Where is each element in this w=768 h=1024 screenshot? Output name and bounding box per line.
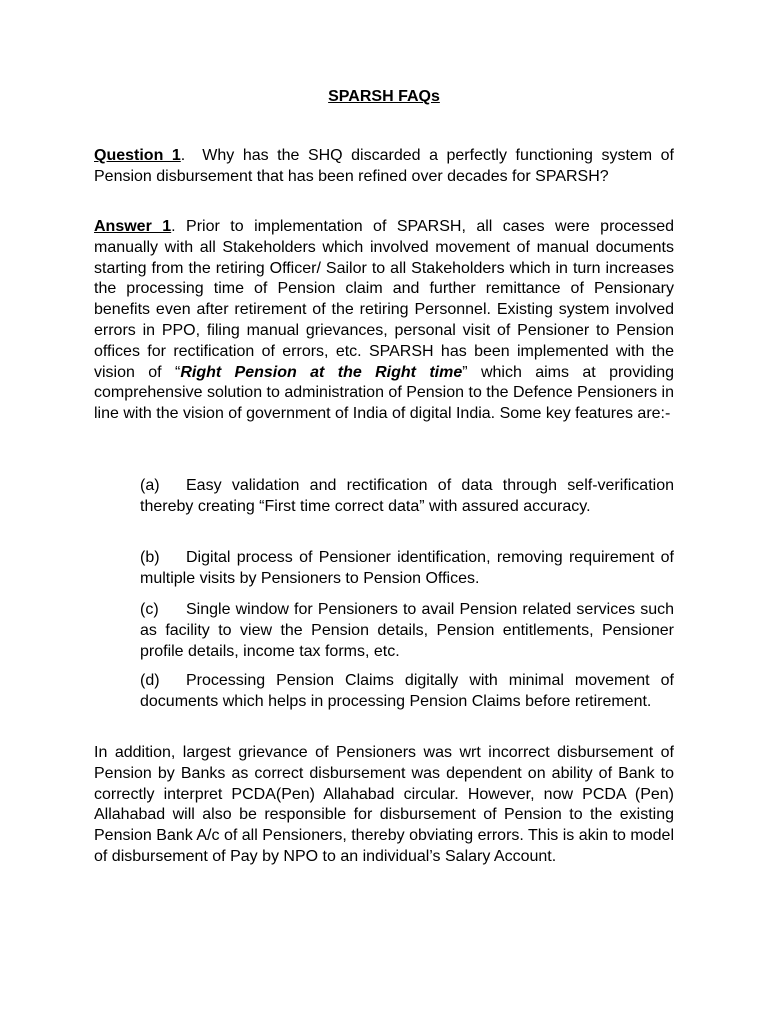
feature-text: Processing Pension Claims digitally with minimal movement of documents which helps in processing Pension Claims before retirement. bbox=[140, 672, 674, 710]
question-label: Question 1 bbox=[94, 147, 181, 164]
feature-item-b bbox=[140, 548, 674, 590]
answer-label: Answer 1 bbox=[94, 218, 172, 235]
feature-marker: (c) bbox=[140, 601, 159, 618]
feature-text: Digital process of Pensioner identification, removing requirement of multiple visits by Pensioners to Pension Offices. bbox=[140, 549, 674, 587]
feature-item-a bbox=[140, 476, 674, 518]
feature-item-d bbox=[140, 671, 674, 713]
document-title: SPARSH FAQs bbox=[328, 88, 440, 105]
feature-marker: (d) bbox=[140, 672, 160, 689]
question-paragraph bbox=[94, 146, 679, 188]
question-text: Why has the SHQ discarded a perfectly functioning system of Pension disbursement that has been refined over decades for SPARSH? bbox=[94, 147, 679, 185]
answer-paragraph bbox=[94, 217, 674, 425]
feature-text: Single window for Pensioners to avail Pension related services such as facility to view the Pension details, Pension entitlements, Pensioner profile details, income tax forms, etc. bbox=[140, 601, 674, 660]
feature-item-c bbox=[140, 600, 674, 662]
answer-emphasis: Right Pension at the Right time bbox=[180, 363, 463, 381]
feature-marker: (a) bbox=[140, 477, 160, 494]
closing-paragraph: In addition, largest grievance of Pensioners was wrt incorrect disbursement of Pension by Banks as correct disbursement was dependent on ability of Bank to correctly interpret PCDA(Pen) Allahabad circular. However, now PCDA (Pen) Allahabad will also be responsible for disbursement of Pension to the existing Pension Bank A/c of all Pensioners, thereby obviating errors. This is akin to model of disbursement of Pay by NPO to an individual’s Salary Account. bbox=[94, 744, 674, 865]
feature-text: Easy validation and rectification of data through self-verification thereby creating “First time correct data” with assured accuracy. bbox=[140, 477, 674, 515]
answer-separator: . bbox=[171, 218, 176, 235]
answer-text-after: ” which aims at providing comprehensive solution to administration of Pension to the Defence Pensioners in line with the vision of government of India of digital India. Some key features are:- bbox=[94, 363, 674, 423]
feature-marker: (b) bbox=[140, 549, 160, 566]
answer-text-before: Prior to implementation of SPARSH, all cases were processed manually with all Stakeholders which involved movement of manual documents starting from the retiring Officer/ Sailor to all Stakeholders which in turn increases the processing time of Pension claim and further remittance of Pensionary benefits even after retirement of the retiring Personnel. Existing system involved errors in PPO, filing manual grievances, personal visit of Pensioner to Pension offices for rectification of errors, etc. SPARSH has been implemented with the vision of “ bbox=[94, 218, 675, 381]
question-separator: . bbox=[180, 147, 186, 164]
